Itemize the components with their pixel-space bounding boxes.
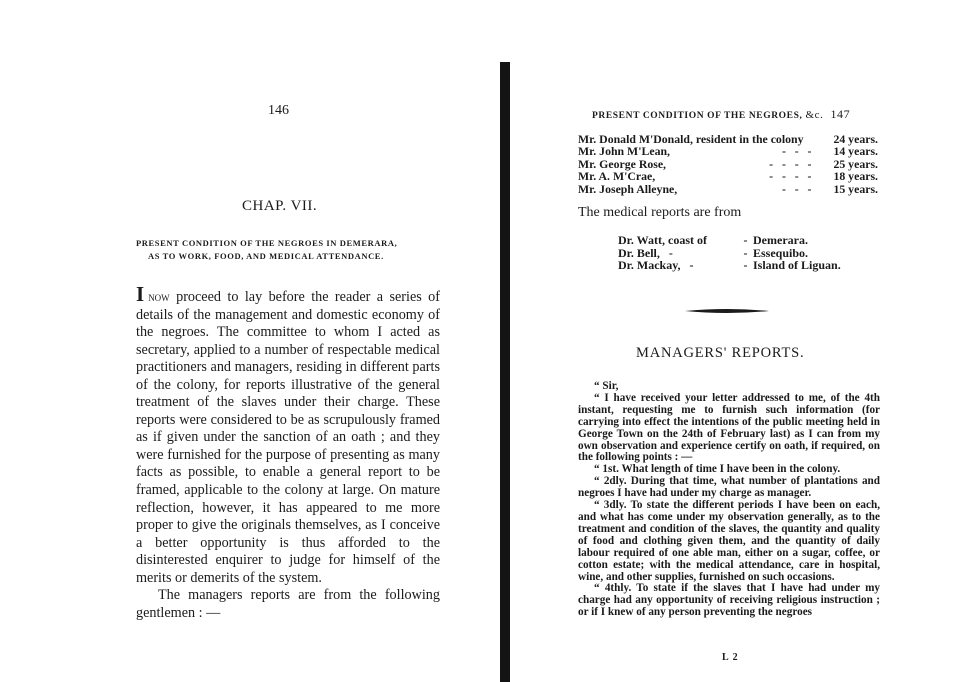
- list-item: Mr. Donald M'Donald, resident in the colony 24 years.: [578, 132, 878, 146]
- letter-paragraph: “ 3dly. To state the different periods I have been on each, and what has come under my observation generally, as to the treatment and condition of the slaves, the quantity and quality of food and clothing given them, and the quantity of daily labour required of one able man, either on a sugar, coffee, or cotton estate; with the medical attendance, care in hospital, wine, and other supplies, furnished on such occasions.: [578, 499, 880, 583]
- signature-mark: L 2: [722, 652, 739, 663]
- list-item: Mr. Joseph Alleyne, - - - 15 years.: [578, 181, 878, 196]
- drop-cap: I: [136, 282, 145, 306]
- gentlemen-list: [578, 133, 878, 195]
- book-gutter: [500, 62, 510, 682]
- running-head-etc: &c.: [805, 109, 824, 121]
- chapter-title: CHAP. VII.: [242, 198, 318, 214]
- first-word: now: [148, 289, 170, 304]
- letter-paragraph: “ 1st. What length of time I have been in the colony.: [594, 463, 841, 476]
- list-item: Dr. Watt, coast of - Demerara.: [618, 233, 808, 247]
- right-page: [515, 0, 980, 682]
- letter-salutation: “ Sir,: [594, 380, 619, 392]
- medical-reports-title: The medical reports are from: [578, 205, 742, 220]
- page-number-left: 146: [268, 103, 289, 118]
- letter-paragraph: “ I have received your letter addressed to me, of the 4th instant, requesting me to furnish such information (for carrying into effect the intentions of the public meeting held in George Town on the 24th of February last) as I can from my own observation and experience certify on oath, if required, on the following points : —: [578, 391, 880, 464]
- section-divider-ornament: [685, 308, 769, 314]
- paragraph-1-text: proceed to lay before the reader a series of details of the management and domestic economy of the negroes. The committee to whom I acted as secretary, applied to a number of respectable medical practitioners and managers, residing in different parts of the colony, for reports illustrative of the general treatment of the slaves under their charge. These reports were considered to be as scrupulously framed as if given under the sanction of an oath ; and they were furnished for the purpose of presenting as many facts as possible, to enable a general report to be framed, applicable to the colony at large. On mature reflection, however, it has appeared to me more proper to give the originals themselves, as I conceive a better opportunity is thus afforded to the disinterested enquirer to judge for himself of the merits or demerits of the system.: [136, 289, 440, 586]
- page-number-right: 147: [830, 107, 851, 121]
- chapter-subtitle-line1: PRESENT CONDITION OF THE NEGROES IN DEMERARA,: [136, 238, 398, 248]
- list-item: Dr. Mackay, - - Island of Liguan.: [618, 258, 841, 273]
- letter-body: [578, 381, 880, 619]
- list-item: Mr. John M'Lean, - - - 14 years.: [578, 144, 878, 159]
- chapter-subtitle-line2: AS TO WORK, FOOD, AND MEDICAL ATTENDANCE.: [148, 251, 384, 261]
- list-item: Dr. Bell, - - Essequibo.: [618, 245, 809, 260]
- paragraph-1: [136, 284, 440, 587]
- letter-paragraph: “ 2dly. During that time, what number of plantations and negroes I have had under my charge as manager.: [578, 475, 880, 500]
- chapter-body: [136, 284, 440, 622]
- running-head-title: PRESENT CONDITION OF THE NEGROES,: [592, 111, 803, 121]
- list-item: Mr. George Rose, - - - - 25 years.: [578, 156, 878, 171]
- paragraph-2: The managers reports are from the following gentlemen : —: [136, 587, 440, 621]
- letter-paragraph: “ 4thly. To state if the slaves that I have had under my charge had any opportunity of receiving religious instruction ; or if I knew of any person preventing the negroes: [578, 582, 880, 619]
- section-heading: MANAGERS' REPORTS.: [636, 345, 805, 361]
- list-item: Mr. A. M'Crae, - - - - 18 years.: [578, 169, 878, 184]
- doctors-list: [618, 234, 858, 272]
- running-head: [592, 107, 850, 122]
